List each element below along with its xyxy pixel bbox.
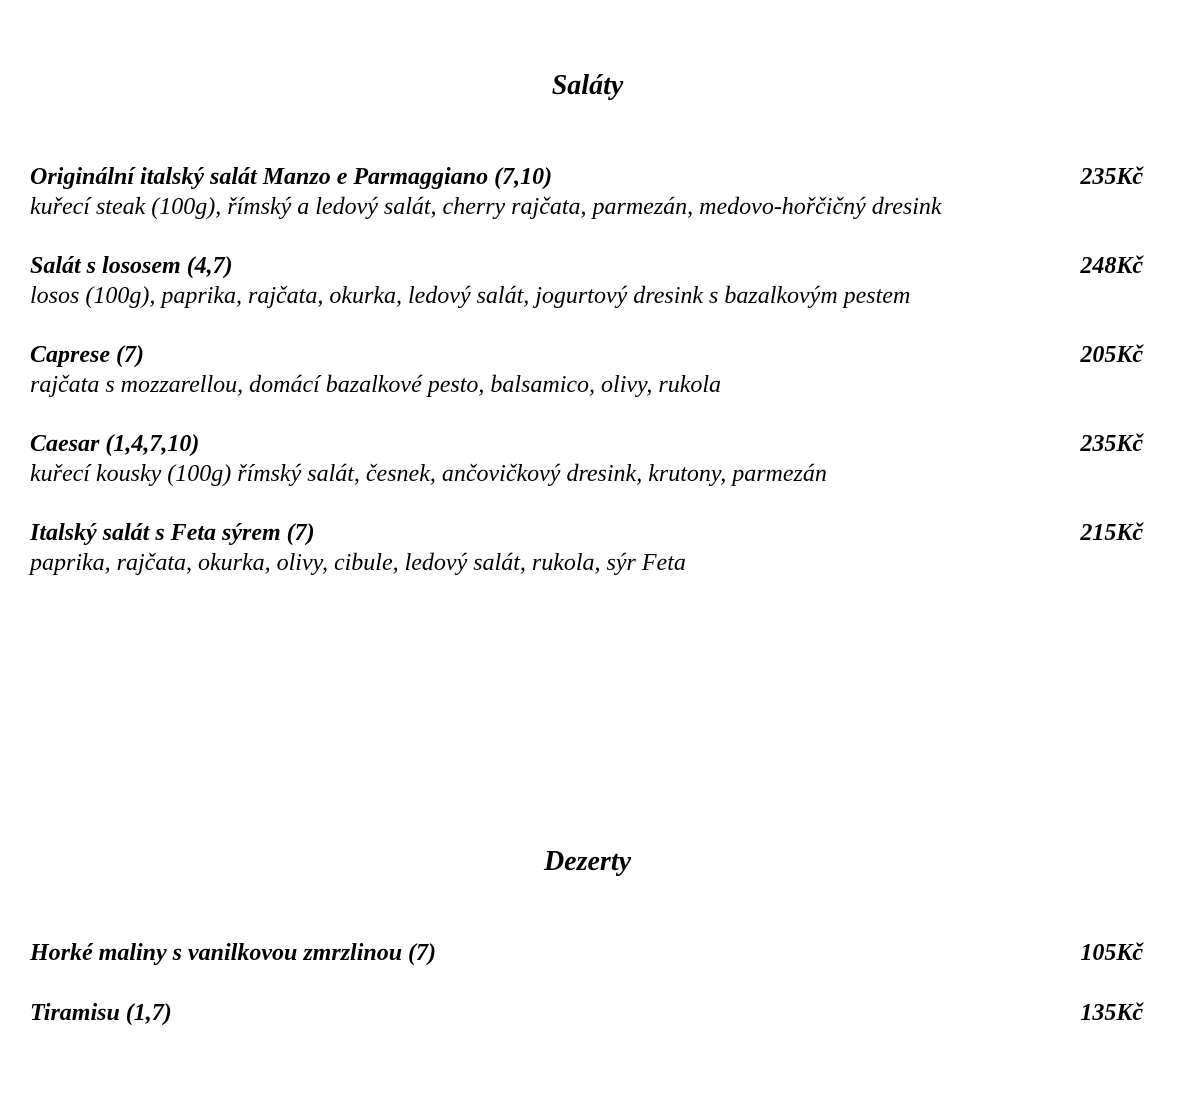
menu-item-caprese [30, 340, 1143, 400]
item-header [30, 162, 1143, 192]
item-header [30, 998, 1143, 1028]
item-name: Tiramisu (1,7) [30, 1000, 172, 1026]
item-name: Salát s lososem (4,7) [30, 253, 233, 279]
menu-item-italsky-salat-feta [30, 518, 1143, 578]
item-header [30, 518, 1143, 548]
menu-item-tiramisu [30, 998, 1143, 1028]
item-price: 135Kč [1080, 1000, 1143, 1026]
desserts-section-title: Dezerty [543, 846, 632, 877]
item-name: Caprese (7) [30, 342, 144, 368]
item-price: 205Kč [1080, 342, 1143, 368]
item-price: 235Kč [1080, 431, 1143, 457]
menu-item-horke-maliny [30, 938, 1143, 968]
item-header [30, 340, 1143, 370]
item-description: losos (100g), paprika, rajčata, okurka, ledový salát, jogurtový dresink s bazalkovým pestem [30, 283, 911, 309]
item-header [30, 251, 1143, 281]
item-description: paprika, rajčata, okurka, olivy, cibule, ledový salát, rukola, sýr Feta [30, 550, 686, 576]
item-description: kuřecí steak (100g), římský a ledový salát, cherry rajčata, parmezán, medovo-hořčičný dresink [30, 194, 942, 220]
item-name: Originální italský salát Manzo e Parmaggiano (7,10) [30, 164, 553, 190]
item-name: Caesar (1,4,7,10) [30, 431, 200, 457]
item-price: 105Kč [1080, 940, 1143, 966]
item-price: 235Kč [1080, 164, 1143, 190]
item-name: Italský salát s Feta sýrem (7) [30, 520, 315, 546]
salads-section-title: Saláty [551, 70, 624, 101]
menu-item-caesar [30, 429, 1143, 489]
item-name: Horké maliny s vanilkovou zmrzlinou (7) [30, 940, 437, 966]
item-description: rajčata s mozzarellou, domácí bazalkové pesto, balsamico, olivy, rukola [30, 372, 722, 398]
menu-item-salat-s-lososem [30, 251, 1143, 311]
item-price: 248Kč [1080, 253, 1143, 279]
item-price: 215Kč [1080, 520, 1143, 546]
item-header [30, 429, 1143, 459]
item-header [30, 938, 1143, 968]
menu-item-manzo-e-parmaggiano [30, 162, 1143, 222]
item-description: kuřecí kousky (100g) římský salát, česnek, ančovičkový dresink, krutony, parmezán [30, 461, 827, 487]
